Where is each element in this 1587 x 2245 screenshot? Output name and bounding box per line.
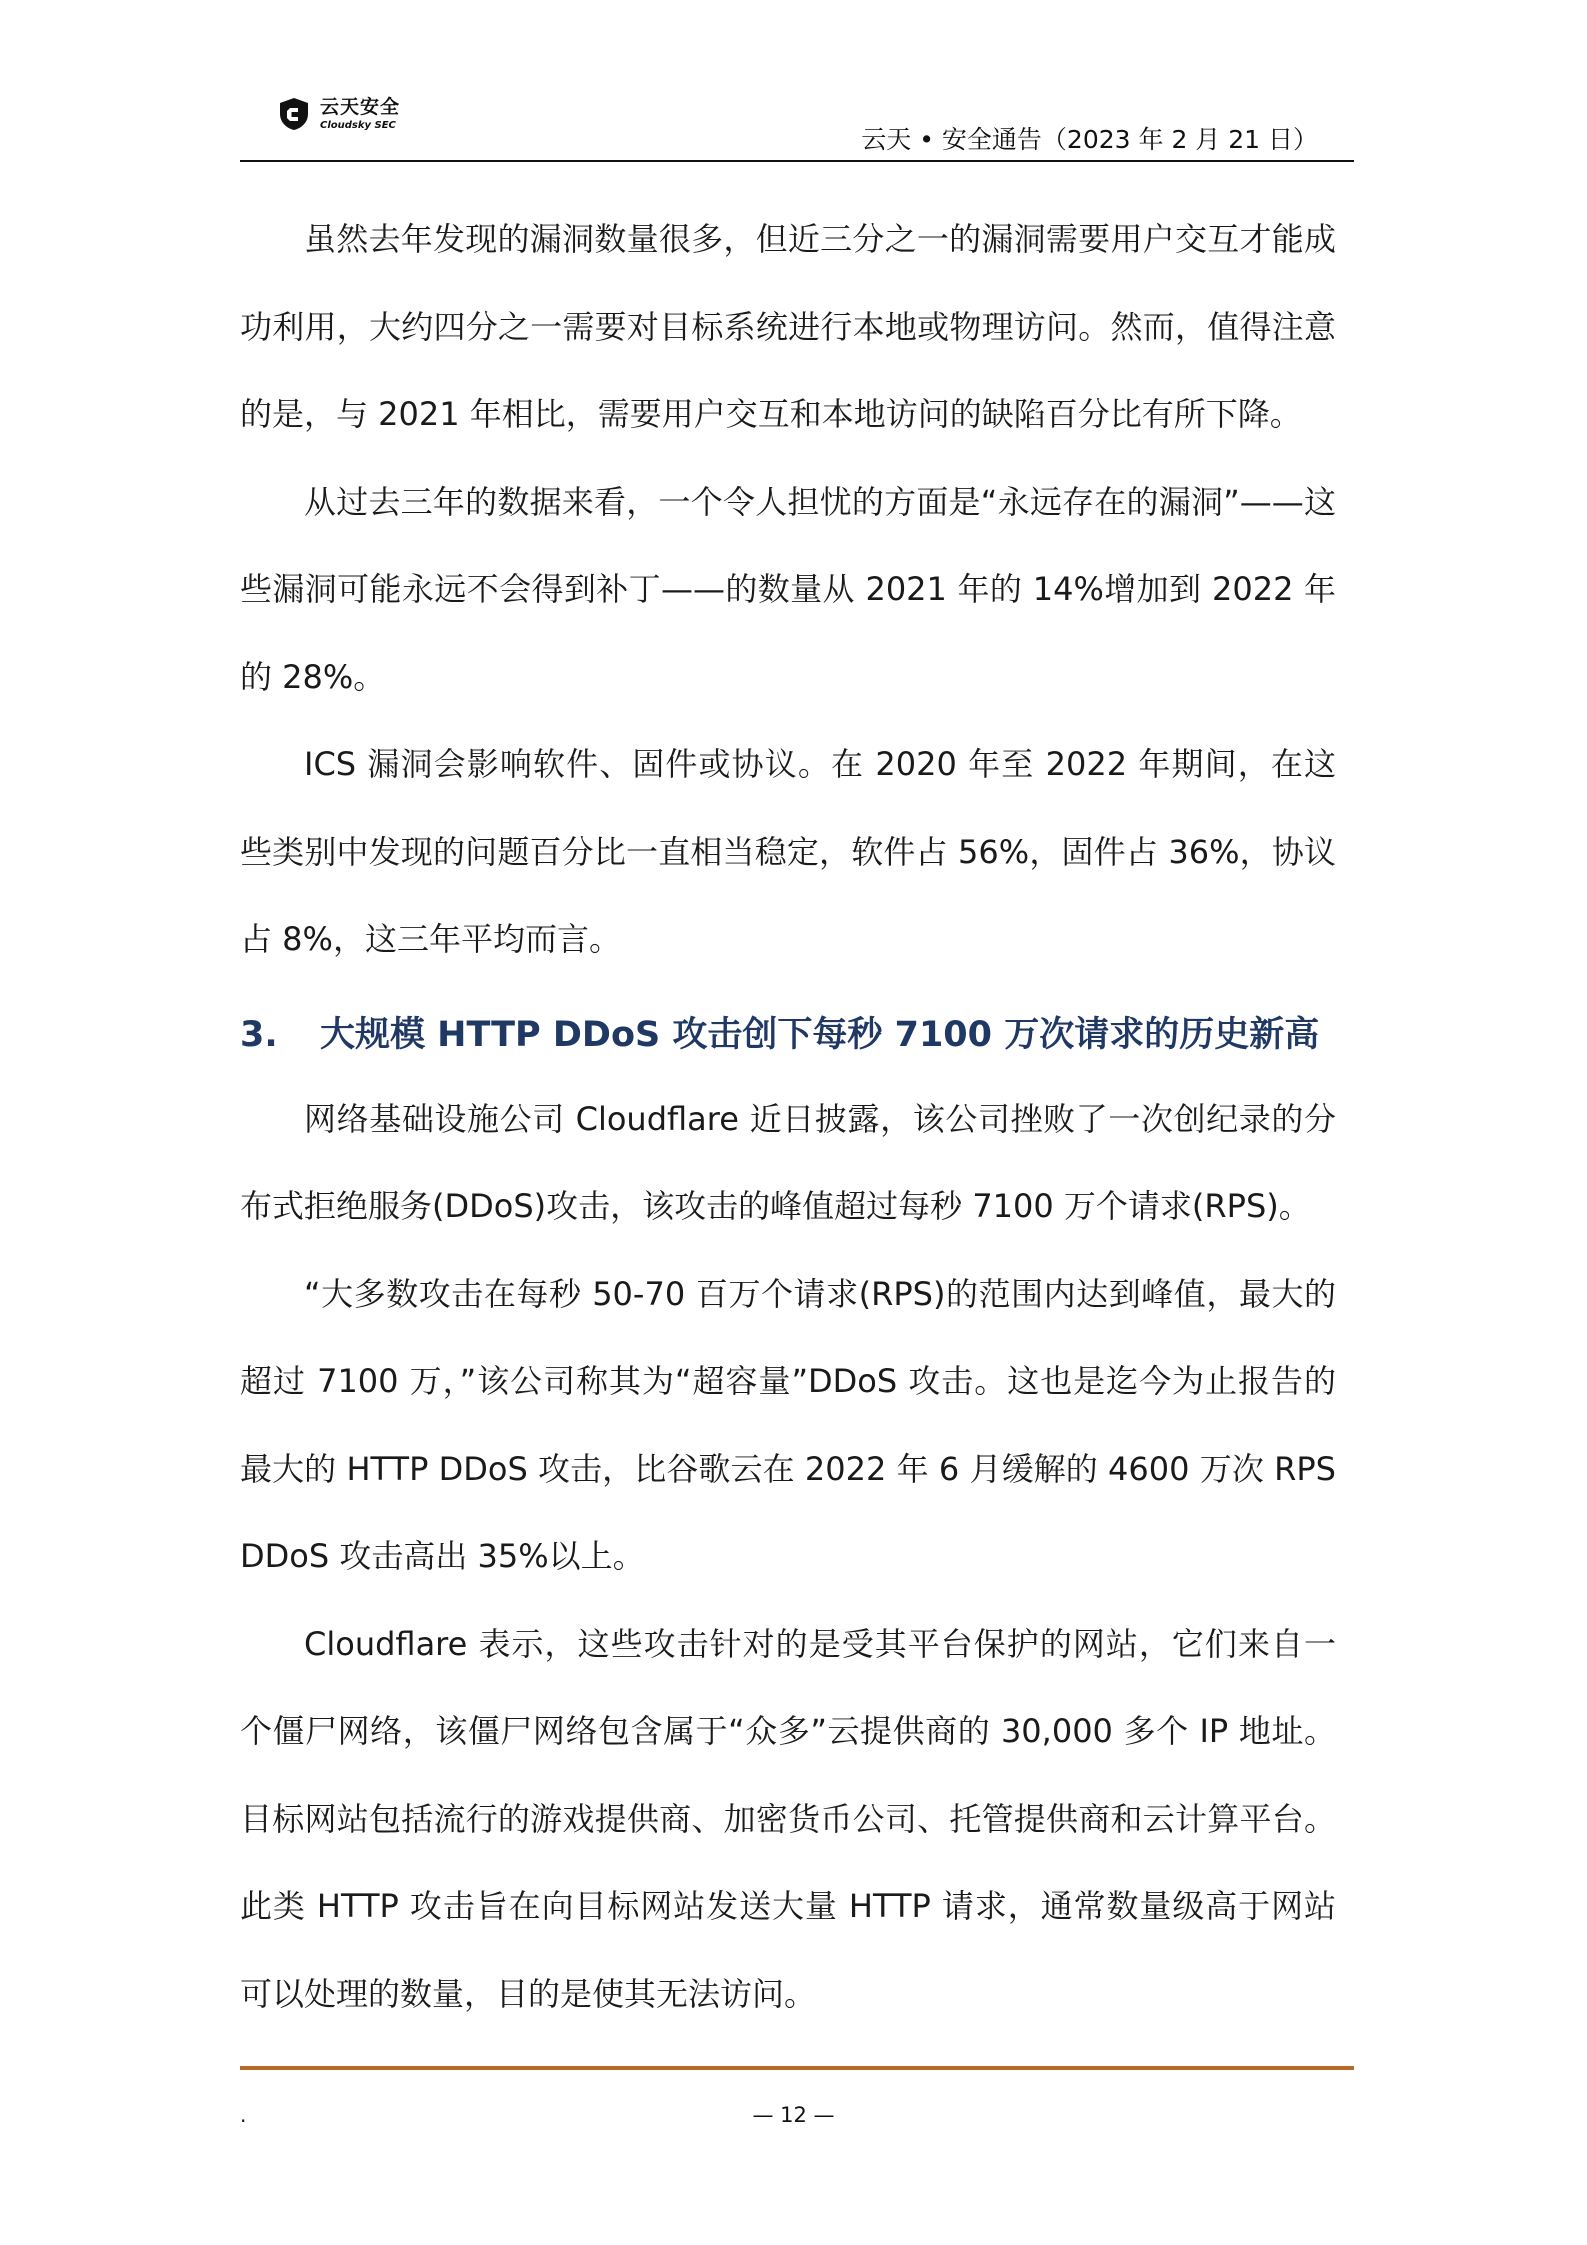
section-heading xyxy=(240,994,1336,1076)
page-header xyxy=(240,96,1354,160)
footer-divider xyxy=(240,2066,1354,2070)
shield-logo-icon xyxy=(276,96,312,132)
paragraph: 网络基础设施公司 Cloudflare 近日披露，该公司挫败了一次创纪录的分布式拒绝服务(DDoS)攻击，该攻击的峰值超过每秒 7100 万个请求(RPS)。 xyxy=(240,1099,1336,1225)
paragraph: 虽然去年发现的漏洞数量很多，但近三分之一的漏洞需要用户交互才能成功利用，大约四分之一需要对目标系统进行本地或物理访问。然而，值得注意的是，与 2021 年相比，需要用户交互和本地访问的缺陷百分比有所下降。 xyxy=(240,220,1336,433)
header-title: 云天 • 安全通告（2023 年 2 月 21 日） xyxy=(861,125,1318,154)
paragraph: 从过去三年的数据来看，一个令人担忧的方面是“永远存在的漏洞”——这些漏洞可能永远不会得到补丁——的数量从 2021 年的 14%增加到 2022 年的 28%。 xyxy=(240,482,1336,696)
logo-english-name: Cloudsky SEC xyxy=(320,119,396,131)
footer-dot: . xyxy=(240,2103,247,2127)
logo-chinese-name: 云天安全 xyxy=(320,95,401,118)
document-body xyxy=(240,196,1336,2038)
header-divider xyxy=(240,160,1354,162)
section-number: 3. xyxy=(240,1014,278,1055)
page-number: — 12 — xyxy=(752,2103,835,2127)
section-title: 大规模 HTTP DDoS 攻击创下每秒 7100 万次请求的历史新高 xyxy=(320,1014,1320,1055)
company-logo xyxy=(276,96,400,132)
paragraph: Cloudflare 表示，这些攻击针对的是受其平台保护的网站，它们来自一个僵尸网络，该僵尸网络包含属于“众多”云提供商的 30,000 多个 IP 地址。目标网站包括流行的游戏提供商、加密货币公司、托管提供商和云计算平台。此类 HTTP 攻击旨在向目标网站发送大量 HTTP 请求，通常数量级高于网站可以处理的数量，目的是使其无法访问。 xyxy=(240,1624,1336,2013)
paragraph: ICS 漏洞会影响软件、固件或协议。在 2020 年至 2022 年期间，在这些类别中发现的问题百分比一直相当稳定，软件占 56%，固件占 36%，协议占 8%，这三年平均而言。 xyxy=(240,745,1336,958)
paragraph: “大多数攻击在每秒 50-70 百万个请求(RPS)的范围内达到峰值，最大的超过 7100 万，”该公司称其为“超容量”DDoS 攻击。这也是迄今为止报告的最大的 HTTP DDoS 攻击，比谷歌云在 2022 年 6 月缓解的 4600 万次 RPS DDoS 攻击高出 35%以上。 xyxy=(240,1274,1336,1575)
